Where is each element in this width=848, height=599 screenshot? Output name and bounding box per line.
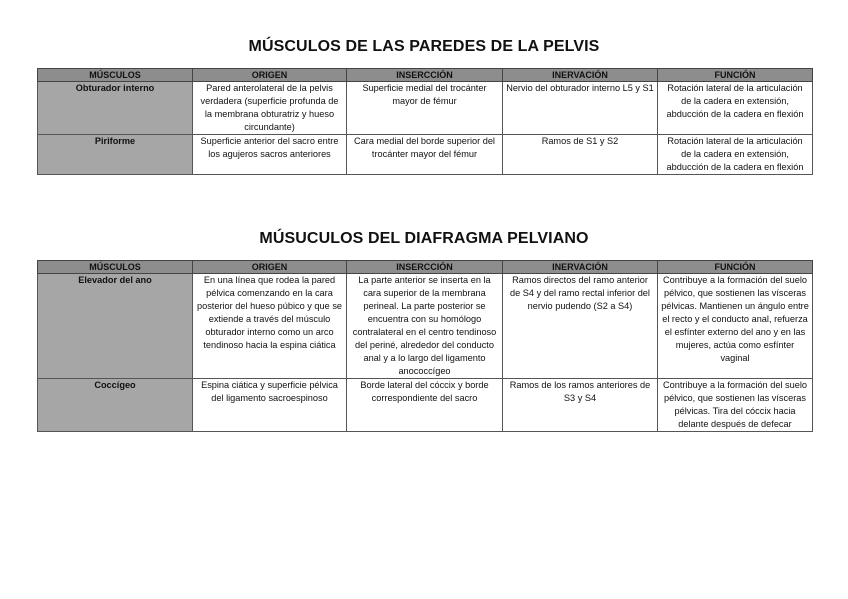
header-origin: ORIGEN [193,261,347,274]
pelvic-wall-muscles-title: MÚSCULOS DE LAS PAREDES DE LA PELVIS [248,38,600,55]
table-row [38,135,813,175]
muscle-name-cell: Elevador del ano [38,274,193,379]
innervation-cell: Ramos de los ramos anteriores de S3 y S4 [503,379,658,432]
header-insertion: INSERCCIÓN [347,261,503,274]
origin-cell: Superficie anterior del sacro entre los agujeros sacros anteriores [193,135,347,175]
insertion-cell: La parte anterior se inserta en la cara superior de la membrana perineal. La parte posterior se encuentra con su homólogo contralateral en el centro tendinoso del periné, alrededor del conducto anal y a lo largo del ligamento anococcígeo [347,274,503,379]
origin-cell: Pared anterolateral de la pelvis verdadera (superficie profunda de la membrana obturatriz y hueso circundante) [193,82,347,135]
header-muscles: MÚSCULOS [38,261,193,274]
function-cell: Rotación lateral de la articulación de la cadera en extensión, abducción de la cadera en flexión [658,82,813,135]
header-function: FUNCIÓN [658,69,813,82]
table-header-row [38,261,813,274]
function-cell: Contribuye a la formación del suelo pélvico, que sostienen las vísceras pélvicas. Tira del cóccix hacia delante después de defecar [658,379,813,432]
header-muscles: MÚSCULOS [38,69,193,82]
header-function: FUNCIÓN [658,261,813,274]
header-innervation: INERVACIÓN [503,69,658,82]
innervation-cell: Ramos directos del ramo anterior de S4 y del ramo rectal inferior del nervio pudendo (S2 a S4) [503,274,658,379]
pelvic-diaphragm-muscles-title: MÚSUCULOS DEL DIAFRAGMA PELVIANO [259,230,589,247]
table-row [38,379,813,432]
origin-cell: Espina ciática y superficie pélvica del ligamento sacroespinoso [193,379,347,432]
innervation-cell: Nervio del obturador interno L5 y S1 [503,82,658,135]
innervation-cell: Ramos de S1 y S2 [503,135,658,175]
header-origin: ORIGEN [193,69,347,82]
muscle-name-cell: Piriforme [38,135,193,175]
header-innervation: INERVACIÓN [503,261,658,274]
table-row [38,274,813,379]
insertion-cell: Borde lateral del cóccix y borde correspondiente del sacro [347,379,503,432]
origin-cell: En una línea que rodea la pared pélvica comenzando en la cara posterior del hueso púbico y que se extiende a través del músculo obturador interno como un arco tendinoso hacia la espina ciática [193,274,347,379]
header-insertion: INSERCCIÓN [347,69,503,82]
muscle-name-cell: Obturador interno [38,82,193,135]
table-row [38,82,813,135]
pelvic-wall-muscles-table [37,68,813,175]
insertion-cell: Superficie medial del trocánter mayor de fémur [347,82,503,135]
muscle-name-cell: Coccígeo [38,379,193,432]
function-cell: Contribuye a la formación del suelo pélvico, que sostienen las vísceras pélvicas. Mantienen un ángulo entre el recto y el conducto anal, refuerza el esfínter externo del ano y en las mujeres, actúa como esfínter vaginal [658,274,813,379]
pelvic-diaphragm-muscles-table [37,260,813,432]
table-header-row [38,69,813,82]
function-cell: Rotación lateral de la articulación de la cadera en extensión, abducción de la cadera en flexión [658,135,813,175]
insertion-cell: Cara medial del borde superior del trocánter mayor del fémur [347,135,503,175]
